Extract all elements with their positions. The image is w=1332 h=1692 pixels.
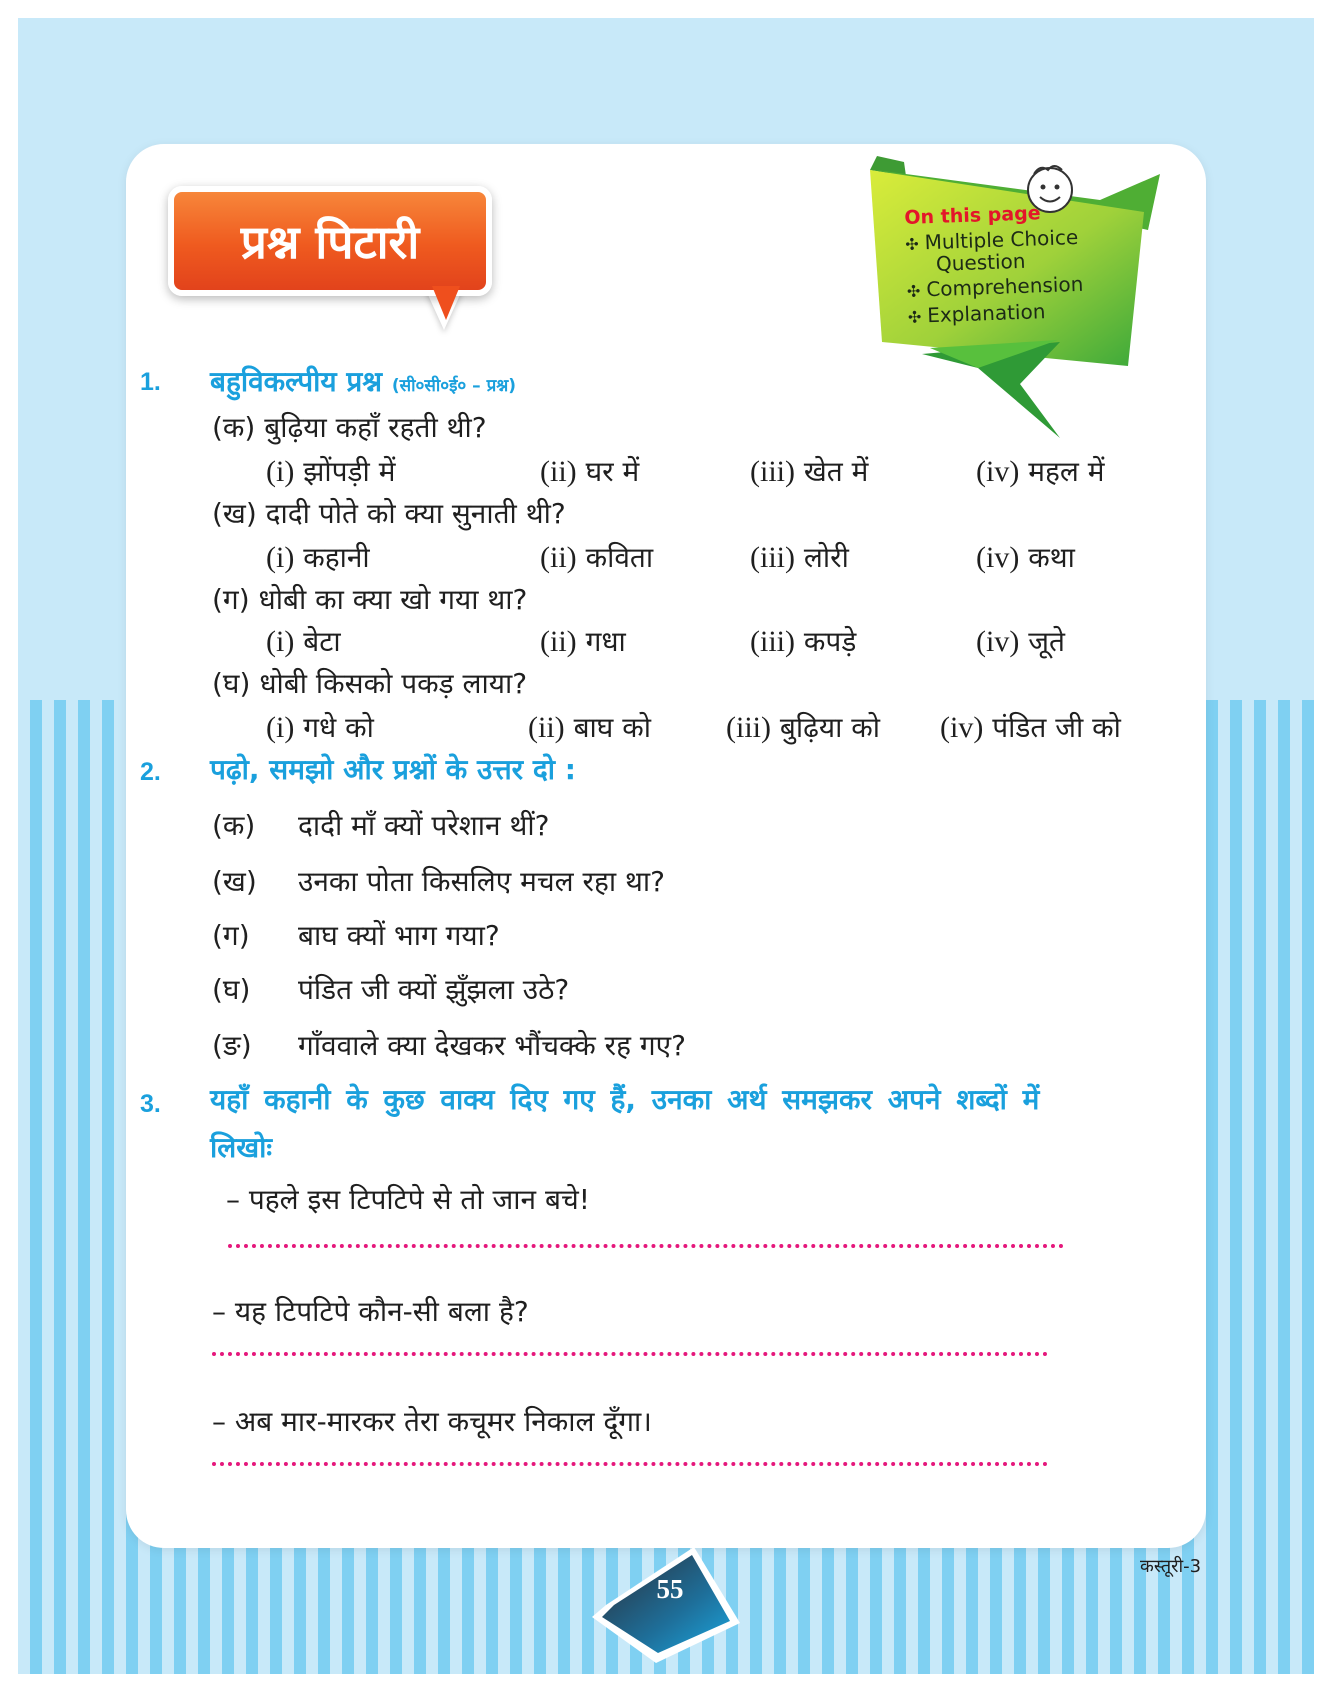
option: (ii) गधा	[540, 625, 626, 658]
option: (i) बेटा	[266, 625, 341, 658]
banner-text	[904, 198, 1148, 330]
banner-heading: On this page	[904, 202, 1041, 229]
option: (iv) महल में	[976, 455, 1105, 488]
option: (iii) खेत में	[750, 455, 869, 488]
option: (ii) बाघ को	[528, 711, 652, 744]
answer-line[interactable]	[228, 1244, 1064, 1248]
answer-line[interactable]	[212, 1462, 1048, 1466]
question-item: (ग) धोबी का क्या खो गया था?	[212, 583, 528, 616]
banner-item: ✣ Multiple Choice Question	[905, 224, 1079, 276]
question-heading-continued: लिखोः	[210, 1131, 273, 1164]
option: (ii) घर में	[540, 455, 640, 488]
page-title: प्रश्न पिटारी	[168, 186, 492, 296]
answer-line[interactable]	[212, 1352, 1048, 1356]
book-name: कस्तूरी-3	[1140, 1556, 1202, 1577]
banner-item: ✣ Explanation	[907, 299, 1046, 328]
title-badge-tail	[432, 286, 460, 320]
banner-item: ✣ Comprehension	[906, 271, 1084, 302]
sub-question: (क) दादी माँ क्यों परेशान थीं?	[212, 809, 550, 842]
option: (i) गधे को	[266, 711, 374, 744]
option: (iii) लोरी	[750, 541, 849, 574]
question-number: 2.	[140, 758, 161, 786]
heading-note: (सी०सी०ई० – प्रश्न)	[391, 376, 517, 396]
question-heading: बहुविकल्पीय प्रश्न (सी०सी०ई० – प्रश्न)	[210, 365, 517, 398]
bullet-icon: ✣	[905, 234, 920, 254]
question-item: (ख) दादी पोते को क्या सुनाती थी?	[212, 497, 566, 530]
option: (iv) पंडित जी को	[940, 711, 1121, 744]
sentence: – अब मार-मारकर तेरा कचूमर निकाल दूँगा।	[212, 1405, 652, 1438]
question-heading: यहाँ कहानी के कुछ वाक्य दिए गए हैं, उनका अर्थ समझकर अपने शब्दों में	[210, 1083, 1040, 1116]
page-number-badge-icon	[592, 1547, 742, 1667]
question-number: 1.	[140, 368, 161, 396]
option: (iii) बुढ़िया को	[726, 711, 881, 744]
bullet-icon: ✣	[906, 281, 921, 301]
option: (i) कहानी	[266, 541, 370, 574]
sentence: – यह टिपटिपे कौन-सी बला है?	[212, 1295, 529, 1328]
page-number: 55	[656, 1574, 684, 1604]
question-number: 3.	[140, 1090, 161, 1118]
option: (iv) जूते	[976, 625, 1065, 658]
sub-question: (ख) उनका पोता किसलिए मचल रहा था?	[212, 865, 666, 898]
question-heading: पढ़ो, समझो और प्रश्नों के उत्तर दो :	[210, 753, 576, 786]
question-item: (क) बुढ़िया कहाँ रहती थी?	[212, 411, 487, 444]
sub-question: (ग) बाघ क्यों भाग गया?	[212, 919, 500, 952]
question-item: (घ) धोबी किसको पकड़ लाया?	[212, 667, 528, 700]
sub-question: (ङ) गाँववाले क्या देखकर भौंचक्के रह गए?	[212, 1029, 687, 1062]
sentence: – पहले इस टिपटिपे से तो जान बचे!	[226, 1183, 590, 1216]
option: (ii) कविता	[540, 541, 654, 574]
bullet-icon: ✣	[907, 307, 922, 327]
option: (iii) कपड़े	[750, 625, 857, 658]
option: (iv) कथा	[976, 541, 1075, 574]
option: (i) झोंपड़ी में	[266, 455, 396, 488]
sub-question: (घ) पंडित जी क्यों झुँझला उठे?	[212, 973, 570, 1006]
